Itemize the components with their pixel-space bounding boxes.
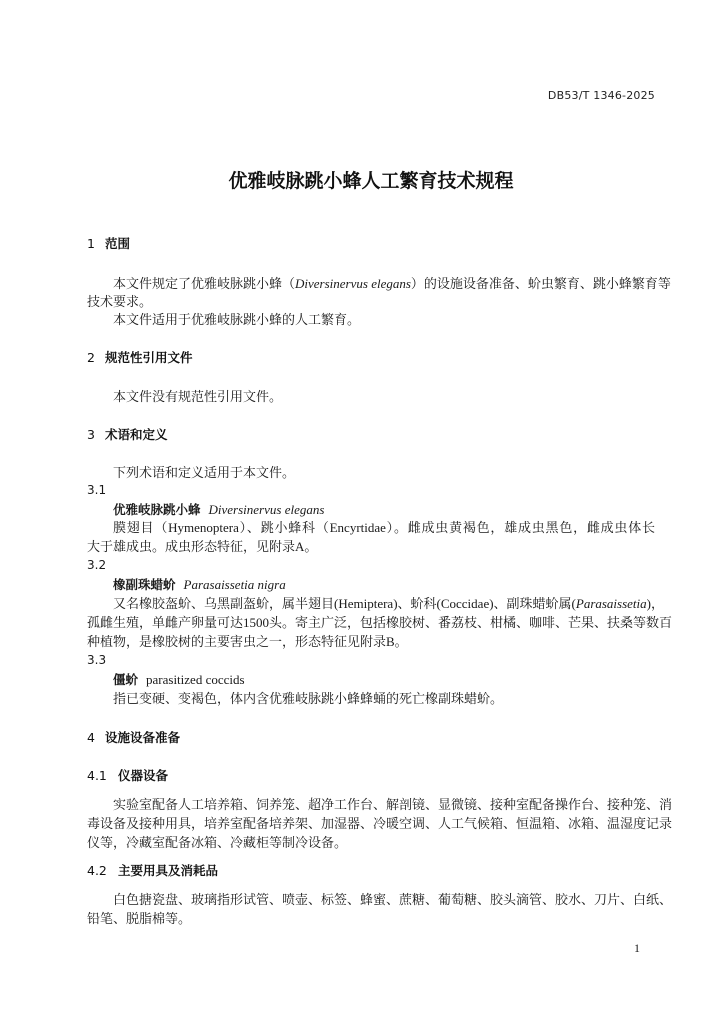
subsection-heading xyxy=(87,861,655,880)
text-run: 技术要求。 xyxy=(87,293,153,309)
term-english: Diversinervus elegans xyxy=(208,501,325,517)
section-heading xyxy=(87,348,655,367)
section-title: 主要用具及消耗品 xyxy=(118,862,219,878)
scientific-name: Diversinervus elegans xyxy=(295,275,411,291)
section-heading xyxy=(87,234,655,253)
term-number: 3.2 xyxy=(87,557,107,572)
page-number: 1 xyxy=(634,941,640,955)
text-run: 指已变硬、变褐色，体内含优雅岐脉跳小蜂蜂蛹的死亡橡副珠蜡蚧。 xyxy=(113,690,504,706)
paragraph-line xyxy=(113,387,655,406)
text-run: 本文件规定了优雅岐脉跳小蜂（ xyxy=(113,275,296,291)
text-run: 实验室配备人工培养箱、饲养笼、超净工作台、解剖镜、显微镜、接种室配备操作台、接种笼、消 xyxy=(113,796,673,812)
text-run: 本文件适用于优雅岐脉跳小蜂的人工繁育。 xyxy=(113,311,361,327)
section-title: 仪器设备 xyxy=(118,767,169,783)
term-number: 3.3 xyxy=(87,652,107,667)
text-run: 下列术语和定义适用于本文件。 xyxy=(113,464,296,480)
text-run: 白色搪瓷盘、玻璃指形试管、喷壶、标签、蜂蜜、蔗糖、葡萄糖、胶头滴管、胶水、刀片、白纸、 xyxy=(113,891,673,907)
term-chinese: 僵蚧 xyxy=(113,671,139,687)
doc-title: 优雅岐脉跳小蜂人工繁育技术规程 xyxy=(228,170,514,192)
term-entry xyxy=(113,500,655,519)
term-chinese: 优雅岐脉跳小蜂 xyxy=(113,501,201,517)
section-number: 4 xyxy=(87,729,95,745)
term-english: Parasaissetia nigra xyxy=(183,576,286,592)
term-chinese: 橡副珠蜡蚧 xyxy=(113,576,176,592)
paragraph-line xyxy=(87,292,655,311)
section-title: 设施设备准备 xyxy=(105,729,181,745)
paragraph-line xyxy=(87,814,673,833)
paragraph-line xyxy=(87,613,673,632)
paragraph-line xyxy=(113,594,665,613)
paragraph-line xyxy=(113,463,655,482)
section-number: 2 xyxy=(87,349,95,365)
section-number: 3 xyxy=(87,426,95,442)
term-entry xyxy=(113,575,655,594)
section-number: 4.1 xyxy=(87,767,107,783)
text-run: 毒设备及接种用具，培养室配备培养架、加湿器、冷暖空调、人工气候箱、恒温箱、冰箱、温湿度记录 xyxy=(87,815,673,831)
paragraph-line xyxy=(113,795,673,814)
term-number: 3.1 xyxy=(87,482,107,497)
section-number: 4.2 xyxy=(87,862,107,878)
text-run: ）的设施设备准备、蚧虫繁育、跳小蜂繁育等 xyxy=(410,275,671,291)
term-english: parasitized coccids xyxy=(146,671,245,687)
text-run: 仪等，冷藏室配备冰箱、冷藏柜等制冷设备。 xyxy=(87,834,348,850)
subsection-heading xyxy=(87,766,655,785)
section-title: 范围 xyxy=(105,235,131,251)
paragraph-line xyxy=(87,833,655,852)
paragraph-line xyxy=(87,632,655,651)
paragraph-line xyxy=(113,890,673,909)
term-entry xyxy=(113,670,655,689)
section-heading xyxy=(87,728,655,747)
doc-code: DB53/T 1346-2025 xyxy=(547,89,655,102)
paragraph-line xyxy=(87,909,655,928)
paragraph-line xyxy=(113,310,655,329)
text-run: 种植物，是橡胶树的主要害虫之一，形态特征见附录B。 xyxy=(87,633,408,649)
text-run: 又名橡胶盔蚧、乌黑副盔蚧，属半翅目(Hemiptera)、蚧科(Coccidae)、副珠蜡蚧属( xyxy=(113,595,576,611)
paragraph-line xyxy=(113,274,671,293)
text-run: 大于雄成虫。成虫形态特征，见附录A。 xyxy=(87,538,318,554)
section-title: 术语和定义 xyxy=(105,426,168,442)
section-heading xyxy=(87,425,655,444)
paragraph-line xyxy=(113,689,655,708)
paragraph-line xyxy=(87,537,655,556)
paragraph-line xyxy=(113,518,655,537)
text-run: )， xyxy=(646,595,665,611)
text-run: 孤雌生殖，单雌产卵量可达1500头。寄主广泛，包括橡胶树、番荔枝、柑橘、咖啡、芒果、扶桑等数百 xyxy=(87,614,673,630)
section-number: 1 xyxy=(87,235,95,251)
text-run: 铅笔、脱脂棉等。 xyxy=(87,910,192,926)
text-run: 膜翅目（Hymenoptera）、跳小蜂科（Encyrtidae）。雌成虫黄褐色，雄成虫黑色，雌成虫体长 xyxy=(113,519,655,535)
section-title: 规范性引用文件 xyxy=(105,349,193,365)
scientific-name: Parasaissetia xyxy=(575,595,647,611)
text-run: 本文件没有规范性引用文件。 xyxy=(113,388,283,404)
